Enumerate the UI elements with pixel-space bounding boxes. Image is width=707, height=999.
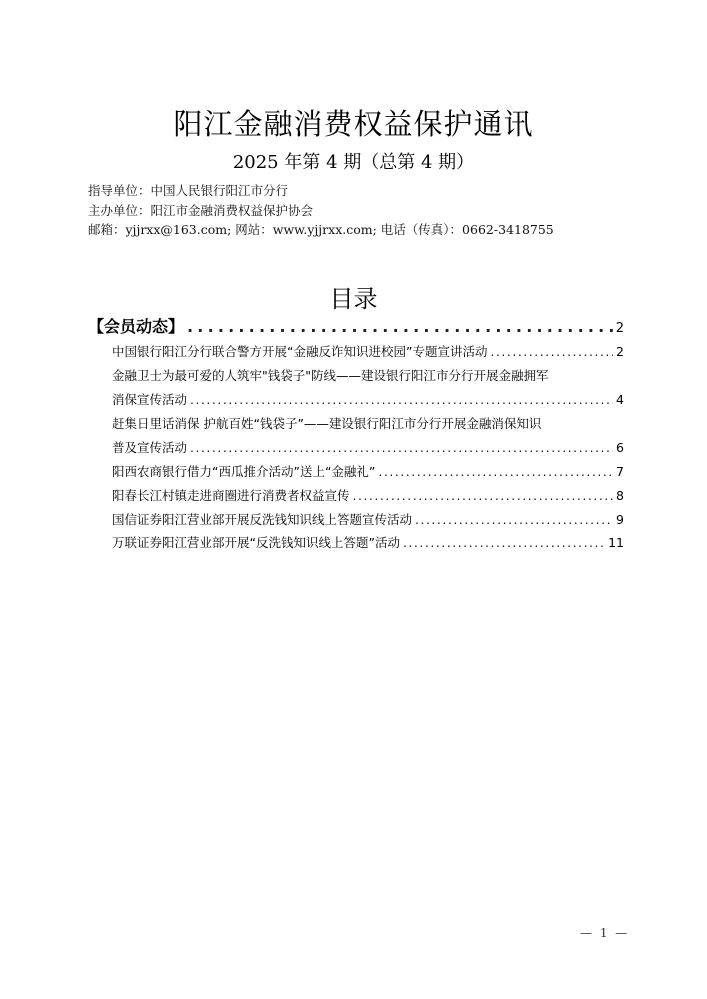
toc-leader-dots	[403, 533, 605, 553]
toc-entry[interactable]	[112, 342, 624, 362]
guide-unit: 指导单位：中国人民银行阳江市分行	[88, 183, 289, 198]
toc-entry-title[interactable]: 金融卫士为最可爱的人筑牢"钱袋子"防线——建设银行阳江市分行开展金融拥军	[112, 368, 549, 383]
toc-leader-dots	[490, 342, 613, 362]
toc-entry-title[interactable]: 赶集日里话消保 护航百姓“钱袋子”——建设银行阳江市分行开展金融消保知识	[112, 416, 542, 431]
toc-section-member-news[interactable]	[88, 316, 624, 340]
toc-entry-title-cont: 普及宣传活动	[112, 440, 188, 455]
toc-section-label: 【会员动态】	[88, 317, 185, 336]
toc-page-number: 2	[616, 344, 624, 359]
toc-entry-title: 中国银行阳江分行联合警方开展“金融反诈知识进校园”专题宣讲活动	[112, 344, 488, 359]
toc-entry[interactable]	[112, 462, 624, 482]
toc-entry-title: 国信证券阳江营业部开展反洗钱知识线上答题宣传活动	[112, 512, 413, 527]
toc-page-number: 8	[616, 488, 624, 503]
toc-entry[interactable]	[112, 438, 624, 458]
toc-entry-title: 阳西农商银行借力“西瓜推介活动”送上“金融礼”	[112, 464, 376, 479]
toc-entry[interactable]	[112, 533, 624, 553]
toc-page-number: 4	[616, 392, 624, 407]
toc-page-number: 2	[615, 321, 624, 336]
toc-title: 目录	[329, 285, 378, 313]
page-number-footer: — 1 —	[580, 926, 630, 940]
toc-leader-dots	[190, 438, 613, 458]
contact-info: 邮箱：yjjrxx@163.com; 网站：www.yjjrxx.com; 电话（传真）：0662-3418755	[88, 222, 554, 237]
toc-entry[interactable]	[112, 510, 624, 530]
host-unit: 主办单位：阳江市金融消费权益保护协会	[88, 203, 314, 218]
publication-title: 阳江金融消费权益保护通讯	[173, 107, 534, 141]
toc-entry[interactable]	[112, 390, 624, 410]
toc-entry[interactable]	[112, 486, 624, 506]
toc-entry-title: 阳春长江村镇走进商圈进行消费者权益宣传	[112, 488, 350, 503]
toc-entry-title: 万联证券阳江营业部开展“反洗钱知识线上答题”活动	[112, 535, 400, 550]
toc-entry-title-cont: 消保宣传活动	[112, 392, 188, 407]
toc-page-number: 6	[616, 440, 624, 455]
toc-leader-dots	[415, 510, 613, 530]
toc-leader-dots	[187, 316, 613, 338]
toc-page-number: 7	[616, 464, 624, 479]
issue-number: 2025 年第 4 期（总第 4 期）	[232, 152, 475, 173]
toc-leader-dots	[378, 462, 613, 482]
toc-page-number: 9	[616, 512, 624, 527]
toc-leader-dots	[190, 390, 613, 410]
toc-leader-dots	[353, 486, 614, 506]
toc-page-number: 11	[608, 535, 624, 550]
